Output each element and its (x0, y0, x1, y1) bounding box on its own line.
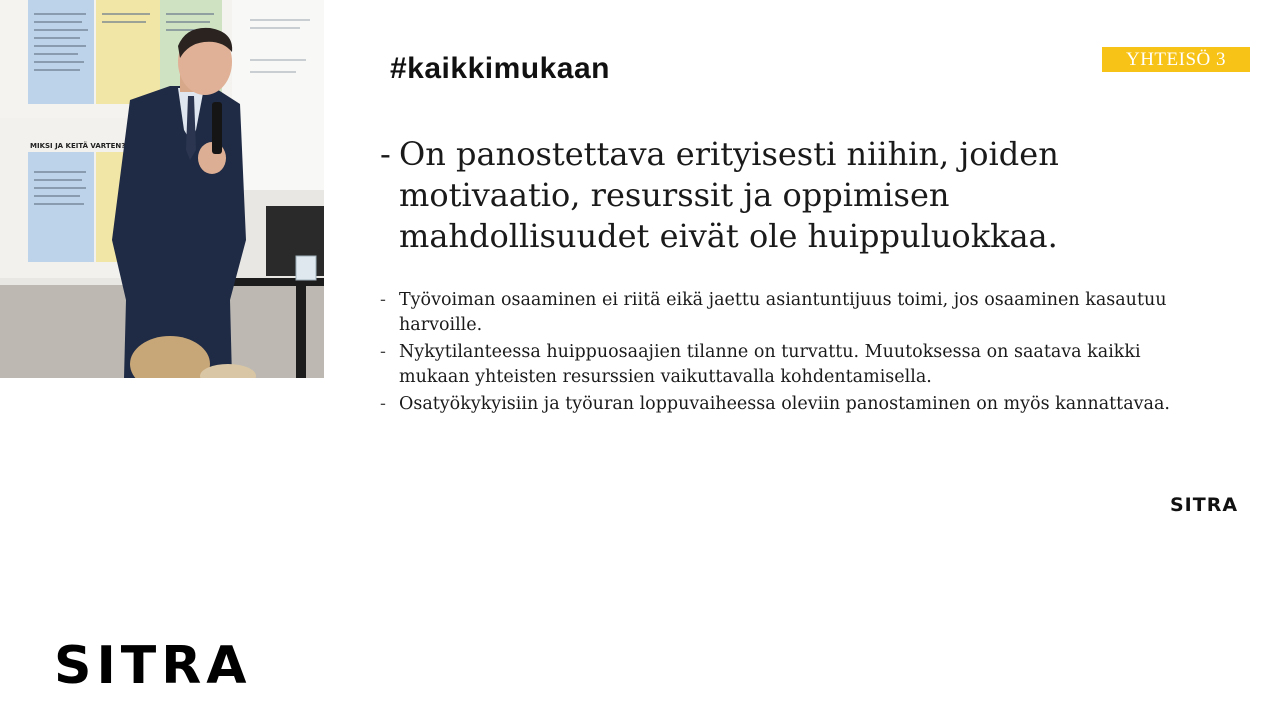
bullet-dash: - (380, 290, 386, 310)
bullet-text: Nykytilanteessa huippuosaajien tilanne on turvattu. Muutoksessa on saatava kaikki mukaan yhteisten resurssien vaikuttavalla kohdentamisella. (399, 342, 1141, 387)
bullet-text: Osatyökykyisiin ja työuran loppuvaiheessa oleviin panostaminen on myös kannattavaa. (399, 394, 1170, 414)
bullet-item (380, 340, 1200, 390)
slide-hashtag: #kaikkimukaan (390, 52, 610, 85)
bullet-item (380, 392, 1200, 417)
sitra-logo: SITRA (54, 636, 252, 696)
bullet-item (380, 288, 1200, 338)
bullet-dash: - (380, 342, 386, 362)
main-point (380, 134, 1080, 257)
bullet-list (380, 288, 1200, 419)
bullet-text: Työvoiman osaaminen ei riitä eikä jaettu asiantuntijuus toimi, jos osaaminen kasautuu harvoille. (399, 290, 1167, 335)
presentation-slide (324, 0, 1280, 530)
bullet-dash: - (380, 394, 386, 414)
slide-sitra-logo: SITRA (1170, 494, 1239, 516)
main-point-dash: - (380, 135, 391, 173)
main-point-text: On panostettava erityisesti niihin, joiden motivaatio, resurssit ja oppimisen mahdollisuudet eivät ole huippuluokkaa. (399, 135, 1059, 255)
speaker-video (0, 0, 324, 378)
section-badge: YHTEISÖ 3 (1102, 47, 1250, 72)
board-heading: MIKSI JA KEITÄ VARTEN? (30, 142, 126, 150)
speaker-video-frame (0, 0, 324, 378)
